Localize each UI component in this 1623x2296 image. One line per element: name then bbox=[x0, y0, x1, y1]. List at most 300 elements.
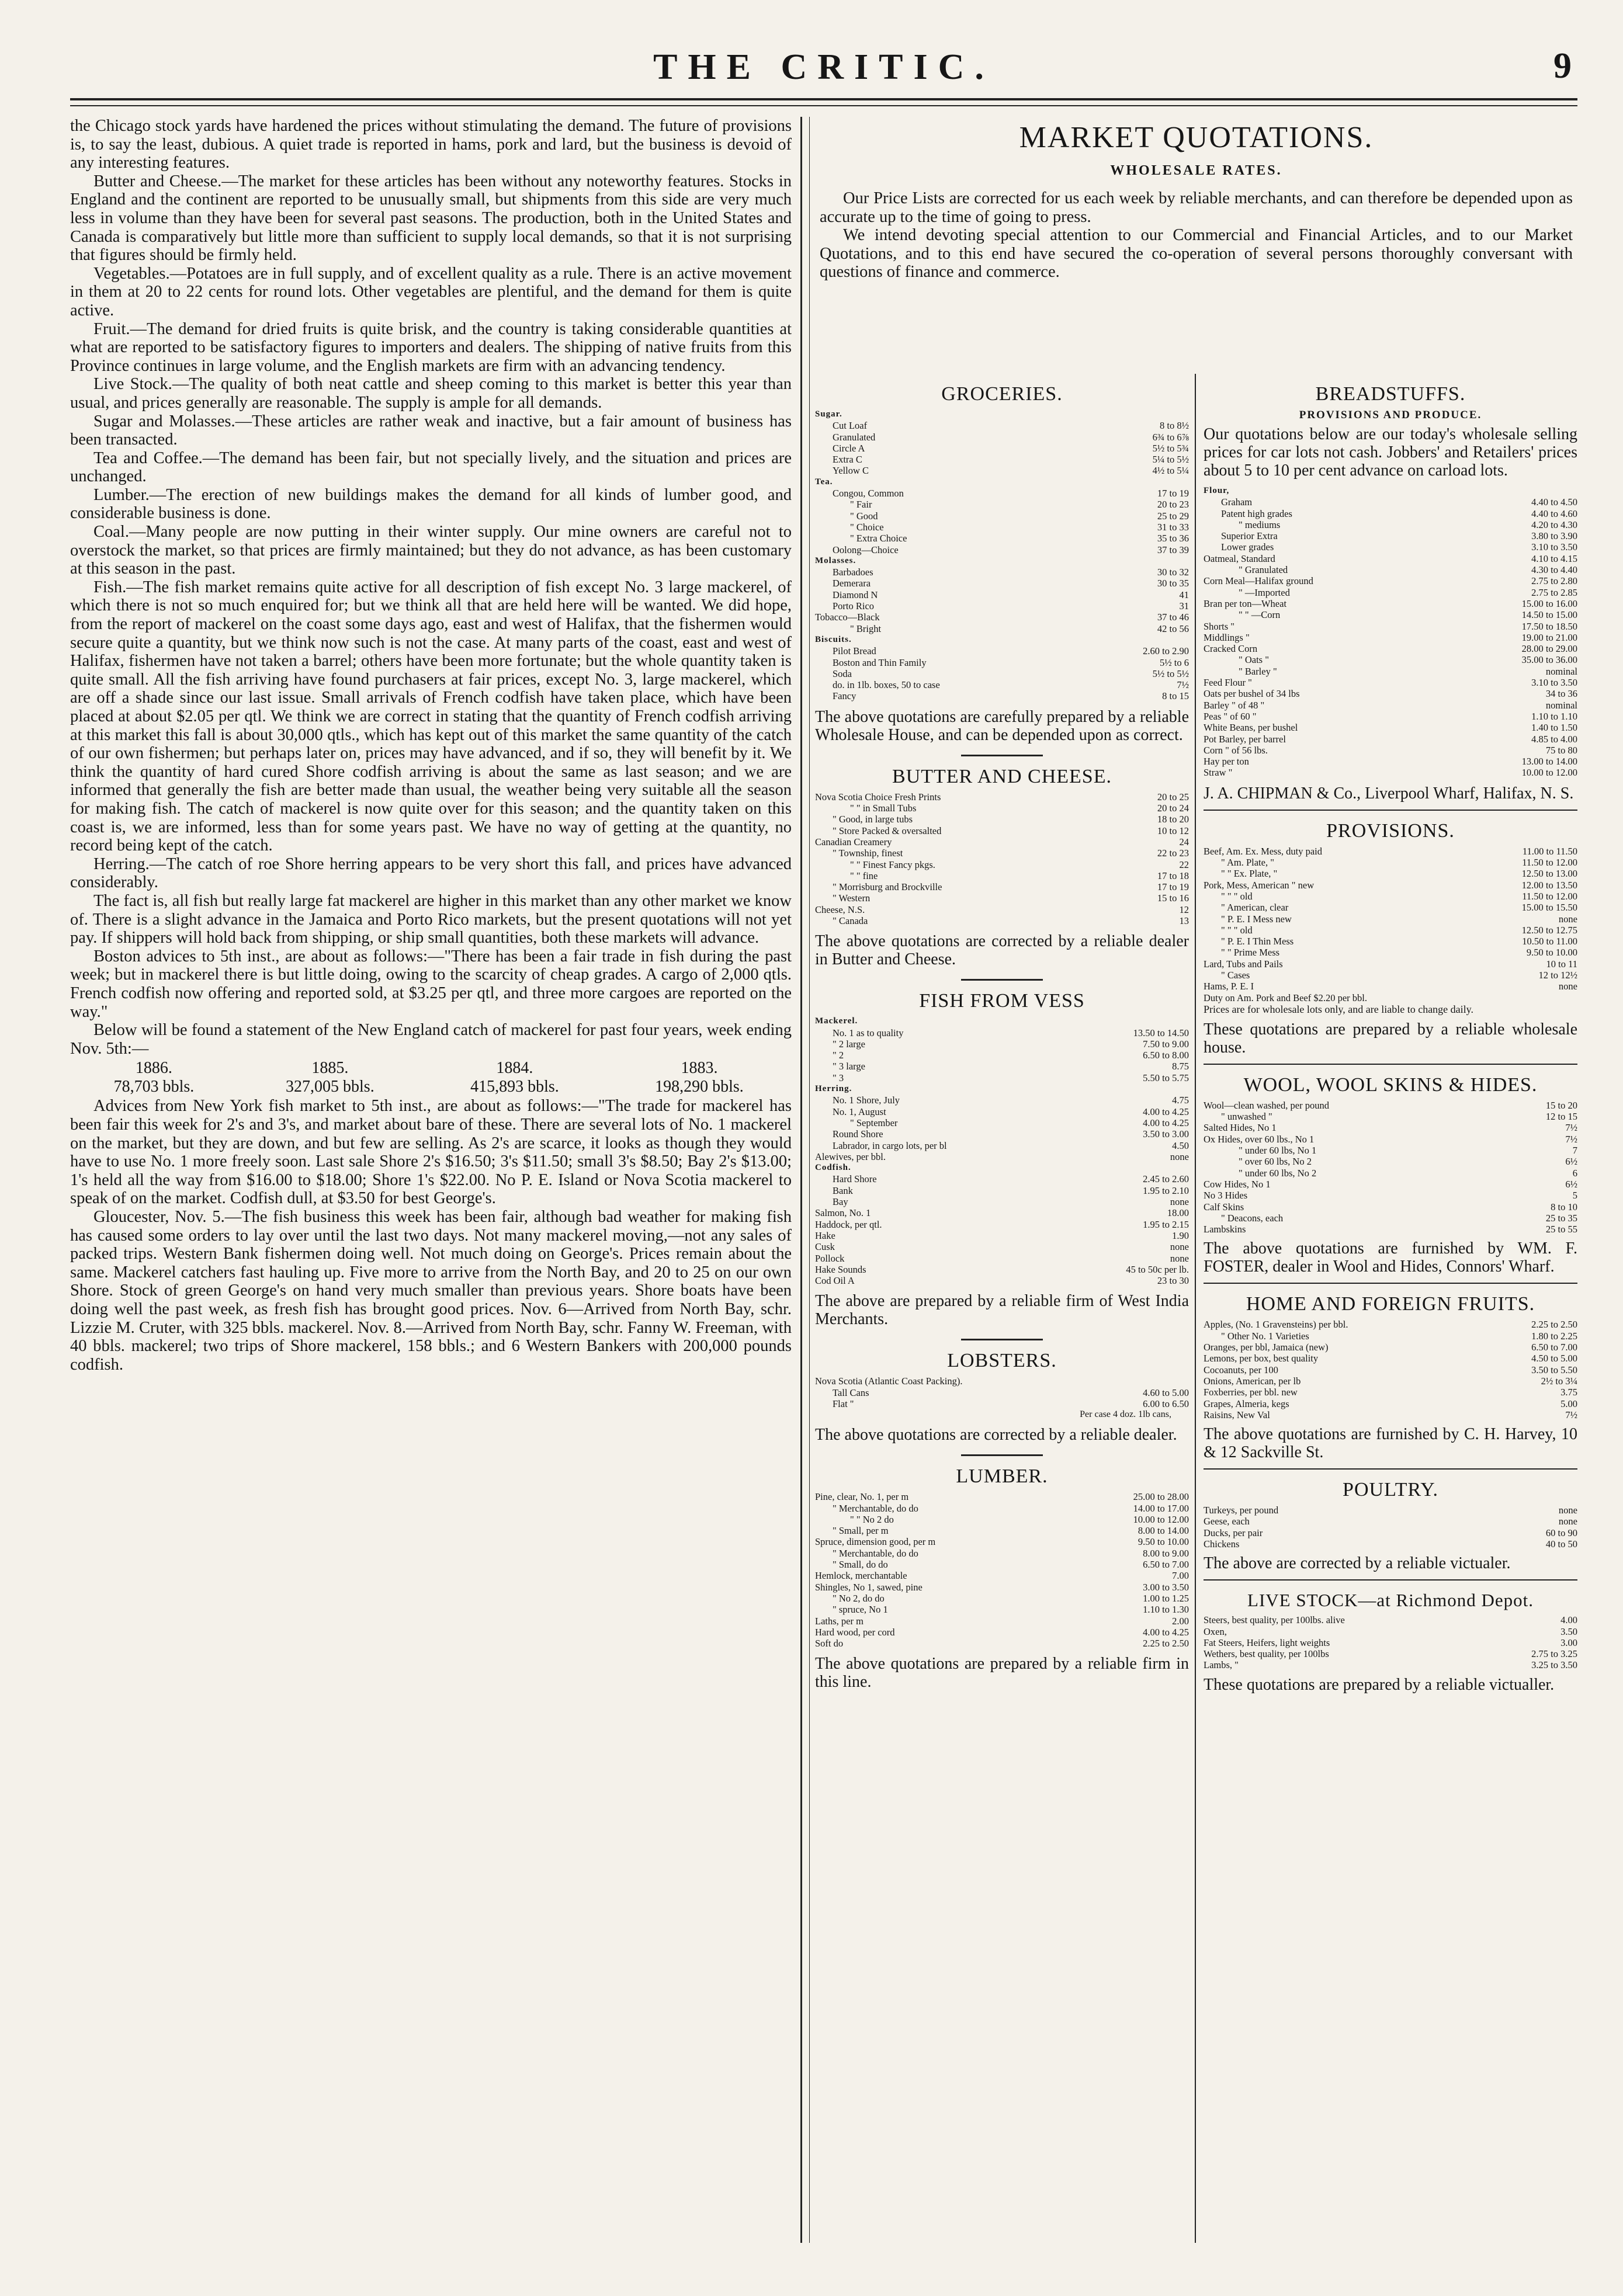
quotation-item: " Extra Choice bbox=[850, 533, 907, 544]
quotation-row bbox=[815, 634, 1189, 645]
quotation-item: Shingles, No 1, sawed, pine bbox=[815, 1581, 923, 1593]
quotation-price: 2.75 to 2.85 bbox=[1531, 586, 1577, 598]
quotation-row bbox=[1204, 1342, 1577, 1353]
section-divider bbox=[1204, 1283, 1577, 1284]
quotation-price: 3.50 to 5.50 bbox=[1531, 1364, 1577, 1375]
quotation-price: 5.00 bbox=[1560, 1398, 1577, 1409]
quotation-price: none bbox=[1170, 1196, 1189, 1208]
quotation-price: 35.00 to 36.00 bbox=[1521, 654, 1577, 666]
quotation-price: nominal bbox=[1545, 699, 1577, 711]
catch-value: 78,703 bbls. bbox=[113, 1077, 195, 1096]
quotation-row bbox=[1204, 1505, 1577, 1516]
quotation-row bbox=[815, 488, 1189, 499]
quotation-price: 1.00 to 1.25 bbox=[1143, 1592, 1189, 1604]
quotation-row bbox=[1204, 756, 1577, 767]
quotation-item: " " Prime Mess bbox=[1221, 947, 1280, 958]
quotation-price: none bbox=[1558, 1505, 1577, 1516]
quotation-item: Ducks, per pair bbox=[1204, 1527, 1263, 1538]
quotation-item: Raisins, New Val bbox=[1204, 1409, 1270, 1420]
quotation-item: White Beans, per bushel bbox=[1204, 722, 1298, 734]
breadstuffs-note: J. A. CHIPMAN & Co., Liverpool Wharf, Halifax, N. S. bbox=[1204, 784, 1574, 803]
quotation-row bbox=[815, 1117, 1189, 1128]
quotation-row bbox=[1204, 598, 1577, 609]
quotation-row bbox=[815, 1616, 1189, 1627]
quotation-item: " spruce, No 1 bbox=[833, 1604, 888, 1616]
quotation-row bbox=[1204, 519, 1577, 530]
quotation-item: Extra C bbox=[833, 454, 862, 466]
quotation-price bbox=[1084, 409, 1189, 420]
quotation-item: Tea. bbox=[815, 477, 833, 487]
quotation-row bbox=[1204, 1398, 1577, 1409]
market-quotations-title: MARKET QUOTATIONS. bbox=[1019, 121, 1374, 154]
quotation-price: 4½ to 5¼ bbox=[1152, 465, 1189, 477]
quotation-item: Bran per ton—Wheat bbox=[1204, 598, 1287, 609]
quotation-item: " 2 bbox=[833, 1050, 844, 1061]
quotation-item: " Fair bbox=[850, 499, 872, 510]
quotation-row bbox=[815, 1061, 1189, 1072]
quotation-price: 2.60 to 2.90 bbox=[1143, 645, 1189, 657]
quotation-price: 5¼ to 5½ bbox=[1152, 454, 1189, 466]
quotation-price: 17 to 18 bbox=[1157, 870, 1189, 881]
quotation-item: Graham bbox=[1221, 496, 1253, 508]
quotation-price: 7½ bbox=[1565, 1122, 1577, 1134]
quotation-price: none bbox=[1558, 1516, 1577, 1527]
header-rule-thin bbox=[70, 105, 1577, 106]
quotation-item: " " fine bbox=[850, 870, 878, 881]
livestock-title: LIVE STOCK—at Richmond Depot. bbox=[1247, 1590, 1534, 1611]
quotation-price: 37 to 39 bbox=[1157, 544, 1189, 555]
quotation-row bbox=[815, 825, 1189, 836]
catch-year: 1885. bbox=[311, 1059, 349, 1078]
quotation-item: Lambs, " bbox=[1204, 1659, 1239, 1671]
quotation-row bbox=[815, 1548, 1189, 1559]
quotation-item: Lard, Tubs and Pails bbox=[1204, 958, 1283, 970]
quotation-price: 12 to 12½ bbox=[1538, 969, 1577, 981]
quotation-item: " P. E. I Thin Mess bbox=[1221, 936, 1294, 947]
quotation-row bbox=[1204, 1614, 1577, 1625]
quotation-item: " P. E. I Mess new bbox=[1221, 913, 1292, 925]
report-paragraph: Coal.—Many people are now putting in their winter supply. Our mine owners are careful not to overstock the market, so that prices are firmly maintained; but they do not advance, as has been customary at this season in the past. bbox=[70, 523, 792, 578]
butter-cheese-note: The above quotations are corrected by a reliable dealer in Butter and Cheese. bbox=[815, 932, 1189, 969]
quotation-row bbox=[815, 1525, 1189, 1536]
quotation-item: " No 2, do do bbox=[833, 1592, 885, 1604]
quotation-row bbox=[1204, 913, 1577, 925]
quotation-price bbox=[1473, 992, 1577, 1003]
quotation-row bbox=[1204, 767, 1577, 778]
quotation-item: Barley " of 48 " bbox=[1204, 699, 1265, 711]
quotation-item: Straw " bbox=[1204, 767, 1233, 779]
quotation-row bbox=[1204, 734, 1577, 745]
quotation-row bbox=[1204, 654, 1577, 665]
quotation-price: 7½ bbox=[1565, 1409, 1577, 1420]
quotation-price: 4.40 to 4.60 bbox=[1531, 508, 1577, 519]
quotation-price: 10 to 12 bbox=[1157, 825, 1189, 836]
quotation-item: " 3 bbox=[833, 1072, 844, 1083]
quotation-item: Lemons, per box, best quality bbox=[1204, 1353, 1319, 1364]
quotation-price: none bbox=[1170, 1151, 1189, 1162]
quotation-row bbox=[815, 1570, 1189, 1581]
report-paragraph: Herring.—The catch of roe Shore herring appears to be very short this fall, and prices have advanced considerably. bbox=[70, 855, 792, 892]
quotation-price: 14.00 to 17.00 bbox=[1133, 1502, 1189, 1514]
quotation-row bbox=[1204, 666, 1577, 677]
quotation-item: Ox Hides, over 60 lbs., No 1 bbox=[1204, 1133, 1315, 1145]
quotation-price: 19.00 to 21.00 bbox=[1521, 631, 1577, 643]
lobsters-subnote: Per case 4 doz. 1lb cans, bbox=[1080, 1409, 1171, 1420]
quotation-price: 25.00 to 28.00 bbox=[1133, 1491, 1189, 1503]
quotation-price: 8 to 8½ bbox=[1160, 420, 1189, 432]
quotation-row bbox=[815, 679, 1189, 690]
quotation-row bbox=[815, 892, 1189, 904]
section-divider bbox=[961, 755, 1043, 756]
quotation-item: Porto Rico bbox=[833, 600, 875, 612]
quotation-price: 11.50 to 12.00 bbox=[1522, 890, 1577, 902]
quotation-row bbox=[1204, 936, 1577, 947]
quotation-row bbox=[815, 1582, 1189, 1593]
quotation-row bbox=[815, 870, 1189, 881]
quotation-price: 1.80 to 2.25 bbox=[1531, 1330, 1577, 1342]
intro-paragraph: Our Price Lists are corrected for us each week by reliable merchants, and can therefore be depended upon as accurate up to the time of going to press. bbox=[820, 189, 1573, 226]
quotation-price: 9.50 to 10.00 bbox=[1138, 1536, 1189, 1548]
quotation-price: 4.00 bbox=[1560, 1614, 1577, 1626]
quotation-row bbox=[1204, 1626, 1577, 1637]
quotation-item: " Township, finest bbox=[833, 847, 903, 859]
quotation-price: none bbox=[1558, 913, 1577, 925]
quotation-item: Fat Steers, Heifers, light weights bbox=[1204, 1637, 1330, 1648]
quotation-price bbox=[1084, 1083, 1189, 1095]
quotation-price bbox=[1473, 485, 1577, 496]
quotation-row bbox=[1204, 868, 1577, 879]
quotation-item: Nova Scotia (Atlantic Coast Packing). bbox=[815, 1375, 963, 1387]
quotation-price: 45 to 50c per lb. bbox=[1126, 1263, 1189, 1275]
quotation-item: Middlings " bbox=[1204, 631, 1250, 643]
quotation-price: none bbox=[1170, 1252, 1189, 1264]
quotation-row bbox=[1204, 1201, 1577, 1213]
report-paragraph: Live Stock.—The quality of both neat cattle and sheep coming to this market is better this year than usual, and prices generally are reasonable. The supply is ample for all demands. bbox=[70, 375, 792, 412]
quotation-item: Corn " of 56 lbs. bbox=[1204, 744, 1268, 756]
quotation-price: 2.75 to 2.80 bbox=[1531, 575, 1577, 587]
quotation-price: 10.50 to 11.00 bbox=[1522, 936, 1577, 947]
quotation-price: 3.80 to 3.90 bbox=[1531, 530, 1577, 542]
quotation-item: Barbadoes bbox=[833, 567, 873, 578]
quotation-row bbox=[1204, 1375, 1577, 1387]
report-paragraph: Lumber.—The erection of new buildings makes the demand for all kinds of lumber good, and considerable business is done. bbox=[70, 485, 792, 523]
quotation-row bbox=[1204, 609, 1577, 620]
quotation-item: Pine, clear, No. 1, per m bbox=[815, 1491, 909, 1503]
quotation-price: 8.00 to 9.00 bbox=[1143, 1547, 1189, 1559]
quotation-price: 30 to 35 bbox=[1157, 578, 1189, 589]
quotation-price: 31 bbox=[1179, 600, 1189, 612]
quotation-item: Molasses. bbox=[815, 555, 856, 565]
quotation-price: 1.10 to 1.10 bbox=[1531, 710, 1577, 722]
quotation-item: Beef, Am. Ex. Mess, duty paid bbox=[1204, 845, 1323, 857]
quotation-item: " American, clear bbox=[1221, 902, 1289, 913]
market-intro bbox=[815, 189, 1577, 282]
quotation-item: Pot Barley, per barrel bbox=[1204, 733, 1286, 745]
quotation-row bbox=[815, 690, 1189, 701]
quotation-item: Pork, Mess, American " new bbox=[1204, 879, 1315, 891]
lobsters-note: The above quotations are corrected by a reliable dealer. bbox=[815, 1426, 1177, 1444]
quotation-row bbox=[1204, 1409, 1577, 1420]
catch-value: 327,005 bbls. bbox=[286, 1077, 374, 1096]
header-rule bbox=[70, 98, 1577, 100]
quotation-item: Tall Cans bbox=[833, 1387, 869, 1398]
quotation-item: Steers, best quality, per 100lbs. alive bbox=[1204, 1614, 1345, 1626]
provisions-subnote: Prices are for wholesale lots only, and are liable to change daily. bbox=[1204, 1003, 1473, 1015]
quotation-item: " Canada bbox=[833, 915, 868, 926]
quotation-row bbox=[1204, 1190, 1577, 1201]
quotation-row bbox=[1204, 530, 1577, 541]
quotation-row bbox=[1204, 553, 1577, 564]
quotation-row bbox=[815, 1128, 1189, 1140]
quotation-price: 14.50 to 15.00 bbox=[1521, 609, 1577, 621]
quotation-item: Cocoanuts, per 100 bbox=[1204, 1364, 1278, 1375]
quotation-row bbox=[1204, 1516, 1577, 1527]
quotation-item: Labrador, in cargo lots, per bl bbox=[833, 1140, 947, 1151]
quotation-item: Granulated bbox=[833, 431, 876, 443]
quotation-row bbox=[1204, 575, 1577, 586]
quotation-price: 8.00 to 14.00 bbox=[1138, 1525, 1189, 1537]
quotation-price: 5½ to 5¾ bbox=[1152, 442, 1189, 454]
quotation-row bbox=[815, 1173, 1189, 1185]
quotation-item: Oats per bushel of 34 lbs bbox=[1204, 688, 1300, 700]
quotation-row bbox=[815, 847, 1189, 859]
mackerel-catch-table bbox=[70, 1059, 792, 1096]
quotation-row bbox=[815, 668, 1189, 679]
quotation-item: Wethers, best quality, per 100lbs bbox=[1204, 1648, 1329, 1660]
quotation-row bbox=[815, 1140, 1189, 1151]
quotation-item: Peas " of 60 " bbox=[1204, 710, 1257, 722]
quotation-row bbox=[815, 432, 1189, 443]
quotation-price: 7.50 to 9.00 bbox=[1143, 1038, 1189, 1050]
catch-value: 415,893 bbls. bbox=[470, 1077, 559, 1096]
quotation-item: Cod Oil A bbox=[815, 1275, 855, 1287]
quotation-item: " under 60 lbs, No 1 bbox=[1239, 1145, 1317, 1156]
quotation-price: 25 to 55 bbox=[1545, 1224, 1577, 1235]
section-divider bbox=[1204, 810, 1577, 811]
catch-year: 1883. bbox=[681, 1059, 718, 1078]
quotation-item: " Merchantable, do do bbox=[833, 1502, 918, 1514]
fruits-note: The above quotations are furnished by C. H. Harvey, 10 & 12 Sackville St. bbox=[1204, 1425, 1577, 1462]
report-paragraph: Tea and Coffee.—The demand has been fair, but not specially lively, and the situation and prices are unchanged. bbox=[70, 449, 792, 486]
quotation-item: Diamond N bbox=[833, 589, 878, 600]
quotation-price: 22 bbox=[1179, 859, 1189, 870]
quotation-row bbox=[815, 623, 1189, 634]
quotation-price: 4.75 bbox=[1172, 1095, 1189, 1106]
quotation-row bbox=[1204, 541, 1577, 553]
quotation-price: 4.50 to 5.00 bbox=[1531, 1353, 1577, 1364]
quotation-row bbox=[1204, 632, 1577, 643]
quotation-row bbox=[815, 544, 1189, 555]
quotation-item: Sugar. bbox=[815, 409, 842, 419]
quotation-row bbox=[1204, 564, 1577, 575]
quotation-price: 5½ to 5½ bbox=[1152, 668, 1189, 679]
quotation-row bbox=[815, 1638, 1189, 1649]
quotation-row bbox=[815, 1253, 1189, 1264]
quotation-item: Hay per ton bbox=[1204, 756, 1249, 767]
provisions-title: PROVISIONS. bbox=[1326, 819, 1455, 842]
quotation-row bbox=[1204, 1353, 1577, 1364]
quotation-row bbox=[815, 578, 1189, 589]
quotation-item: Congou, Common bbox=[833, 488, 904, 499]
quotation-row bbox=[1204, 1637, 1577, 1648]
quotation-item: No 3 Hides bbox=[1204, 1190, 1248, 1201]
quotation-price: 17.50 to 18.50 bbox=[1521, 620, 1577, 632]
poultry-title: POULTRY. bbox=[1343, 1479, 1438, 1501]
quotation-row bbox=[815, 1264, 1189, 1275]
quotation-item: " over 60 lbs, No 2 bbox=[1239, 1156, 1312, 1168]
quotation-row bbox=[815, 1162, 1189, 1173]
quotation-price: 7.00 bbox=[1172, 1570, 1189, 1582]
report-paragraph: Sugar and Molasses.—These articles are rather weak and inactive, but a fair amount of business has been transacted. bbox=[70, 412, 792, 449]
quotation-price: 5 bbox=[1572, 1190, 1577, 1201]
quotation-price: 4.00 to 4.25 bbox=[1143, 1117, 1189, 1128]
quotation-row bbox=[815, 589, 1189, 600]
quotation-item: " Choice bbox=[850, 521, 884, 533]
quotation-row bbox=[815, 1275, 1189, 1286]
groceries-table bbox=[815, 409, 1189, 702]
quotation-price: 3.50 bbox=[1560, 1625, 1577, 1637]
quotation-price: 6½ bbox=[1565, 1156, 1577, 1168]
quotation-item: Salmon, No. 1 bbox=[815, 1207, 871, 1219]
quotation-price: 40 to 50 bbox=[1545, 1538, 1577, 1550]
quotation-item: Foxberries, per bbl. new bbox=[1204, 1387, 1298, 1398]
quotation-row bbox=[815, 600, 1189, 612]
quotation-item: Oranges, per bbl, Jamaica (new) bbox=[1204, 1342, 1329, 1353]
quotation-row bbox=[815, 499, 1189, 510]
quotation-row bbox=[815, 612, 1189, 623]
quotation-row bbox=[1204, 1134, 1577, 1145]
quotation-item: " Cases bbox=[1221, 969, 1250, 981]
quotation-price: 5.50 to 5.75 bbox=[1143, 1072, 1189, 1083]
quotation-price: 5½ to 6 bbox=[1160, 657, 1189, 668]
quotation-item: Canadian Creamery bbox=[815, 836, 892, 847]
quotation-price: 22 to 23 bbox=[1157, 847, 1189, 859]
market-report-text bbox=[70, 117, 792, 1058]
quotation-item: Demerara bbox=[833, 578, 871, 589]
quotation-price: 20 to 25 bbox=[1157, 791, 1189, 803]
quotation-item: Bay bbox=[833, 1196, 848, 1208]
wholesale-rates-subtitle: WHOLESALE RATES. bbox=[1110, 163, 1282, 178]
quotation-item: Nova Scotia Choice Fresh Prints bbox=[815, 791, 941, 803]
quotation-row bbox=[815, 1219, 1189, 1230]
quotation-price: 12.00 to 13.50 bbox=[1521, 879, 1577, 891]
quotation-row bbox=[1204, 1224, 1577, 1235]
quotation-item: Cut Loaf bbox=[833, 420, 868, 432]
quotation-price: 6.50 to 7.00 bbox=[1531, 1342, 1577, 1353]
quotation-price: 10.00 to 12.00 bbox=[1521, 767, 1577, 779]
quotation-row bbox=[815, 1241, 1189, 1252]
butter-cheese-table bbox=[815, 791, 1189, 927]
quotation-item: Cheese, N.S. bbox=[815, 904, 865, 915]
quotation-price: 4.50 bbox=[1172, 1140, 1189, 1151]
quotation-price: 13.00 to 14.00 bbox=[1521, 756, 1577, 767]
quotation-item: Hake Sounds bbox=[815, 1263, 866, 1275]
quotation-row bbox=[1204, 958, 1577, 970]
quotation-row bbox=[1204, 1364, 1577, 1375]
quotation-item: Flour, bbox=[1204, 486, 1230, 495]
report-paragraph: Butter and Cheese.—The market for these articles has been without any noteworthy features. Stocks in England and the continent are reported to be unusually small, but shipments from this side are very much less in volume than they have been for several past seasons. The production, both in the United States and Canada is comparatively but little more than sufficient to supply local demands, so that it is not surprising that figures should be firmly held. bbox=[70, 172, 792, 265]
quotation-row bbox=[815, 465, 1189, 476]
quotation-row bbox=[815, 409, 1189, 420]
quotation-row bbox=[815, 1491, 1189, 1502]
quotation-price: 13 bbox=[1179, 915, 1189, 926]
quotation-price: 25 to 29 bbox=[1157, 510, 1189, 522]
quotation-row bbox=[815, 1095, 1189, 1106]
quotation-item: " Store Packed & oversalted bbox=[833, 825, 942, 836]
quotation-item: Tobacco—Black bbox=[815, 612, 880, 623]
quotation-item: " unwashed " bbox=[1221, 1111, 1272, 1123]
quotation-row bbox=[815, 443, 1189, 454]
quotation-item: Feed Flour " bbox=[1204, 677, 1252, 689]
quotation-price: 7½ bbox=[1565, 1133, 1577, 1145]
quotation-item: Salted Hides, No 1 bbox=[1204, 1122, 1277, 1134]
quotation-item: Herring. bbox=[815, 1084, 852, 1094]
lumber-note: The above quotations are prepared by a reliable firm in this line. bbox=[815, 1655, 1189, 1691]
quotation-row bbox=[1204, 891, 1577, 902]
quotation-item: Alewives, per bbl. bbox=[815, 1151, 886, 1162]
quotation-item: Oolong—Choice bbox=[833, 544, 899, 555]
lumber-title: LUMBER. bbox=[956, 1465, 1048, 1488]
quotation-item: No. 1 as to quality bbox=[833, 1027, 904, 1038]
poultry-table bbox=[1204, 1505, 1577, 1550]
quotation-price: 28.00 to 29.00 bbox=[1521, 643, 1577, 655]
quotation-row bbox=[1204, 485, 1577, 496]
quotation-price: 42 to 56 bbox=[1157, 623, 1189, 634]
quotation-price: 11.50 to 12.00 bbox=[1522, 857, 1577, 869]
quotation-price: 3.50 to 3.00 bbox=[1143, 1128, 1189, 1140]
quotation-item: " " in Small Tubs bbox=[850, 803, 917, 814]
quotation-price: 6.50 to 8.00 bbox=[1143, 1050, 1189, 1061]
quotation-row bbox=[815, 904, 1189, 915]
quotation-price: 41 bbox=[1179, 589, 1189, 600]
market-report-column bbox=[70, 117, 792, 2243]
quotation-row bbox=[815, 1398, 1189, 1409]
quotation-row bbox=[815, 859, 1189, 870]
quotation-item: Haddock, per qtl. bbox=[815, 1218, 882, 1230]
quotation-row bbox=[1204, 508, 1577, 519]
quotation-price: 18 to 20 bbox=[1157, 814, 1189, 825]
quotation-row bbox=[815, 814, 1189, 825]
quotation-row bbox=[815, 510, 1189, 522]
quotation-item: " mediums bbox=[1239, 519, 1281, 530]
section-divider bbox=[1204, 1579, 1577, 1581]
quotation-item: Apples, (No. 1 Gravensteins) per bbl. bbox=[1204, 1319, 1348, 1331]
quotation-price: 4.85 to 4.00 bbox=[1531, 733, 1577, 745]
quotation-price: 11.00 to 11.50 bbox=[1522, 845, 1577, 857]
quotation-row bbox=[1204, 621, 1577, 632]
quotation-row bbox=[1204, 722, 1577, 733]
quotation-row bbox=[815, 1027, 1189, 1038]
quotation-price: 2.00 bbox=[1172, 1615, 1189, 1627]
quotation-price: 60 to 90 bbox=[1545, 1527, 1577, 1538]
quotation-price: 30 to 32 bbox=[1157, 567, 1189, 578]
quotation-item: No. 1 Shore, July bbox=[833, 1095, 900, 1106]
quotation-price: 37 to 46 bbox=[1157, 612, 1189, 623]
quotation-row bbox=[1204, 992, 1577, 1003]
quotation-price: 4.00 to 4.25 bbox=[1143, 1626, 1189, 1638]
quotation-price: none bbox=[1170, 1241, 1189, 1253]
quotation-row bbox=[1204, 745, 1577, 756]
report-paragraph: Boston advices to 5th inst., are about as follows:—"There has been a fair trade in fish during the past week; but in mackerel there is but little doing, owing to the scarcity of cheap grades. A cargo of 2,000 qtls. French codfish now offering and reported sold, at $3.25 per qtl, and three more cargoes are reported on the way." bbox=[70, 947, 792, 1021]
quotation-row bbox=[1204, 587, 1577, 598]
quotation-row bbox=[815, 567, 1189, 578]
quotation-item: " " —Corn bbox=[1239, 609, 1281, 621]
quotation-item: Wool—clean washed, per pound bbox=[1204, 1099, 1329, 1111]
quotation-item: " 2 large bbox=[833, 1038, 865, 1050]
quotation-row bbox=[1204, 947, 1577, 958]
quotation-row bbox=[1204, 846, 1577, 857]
quotation-price: 6.50 to 7.00 bbox=[1143, 1559, 1189, 1571]
